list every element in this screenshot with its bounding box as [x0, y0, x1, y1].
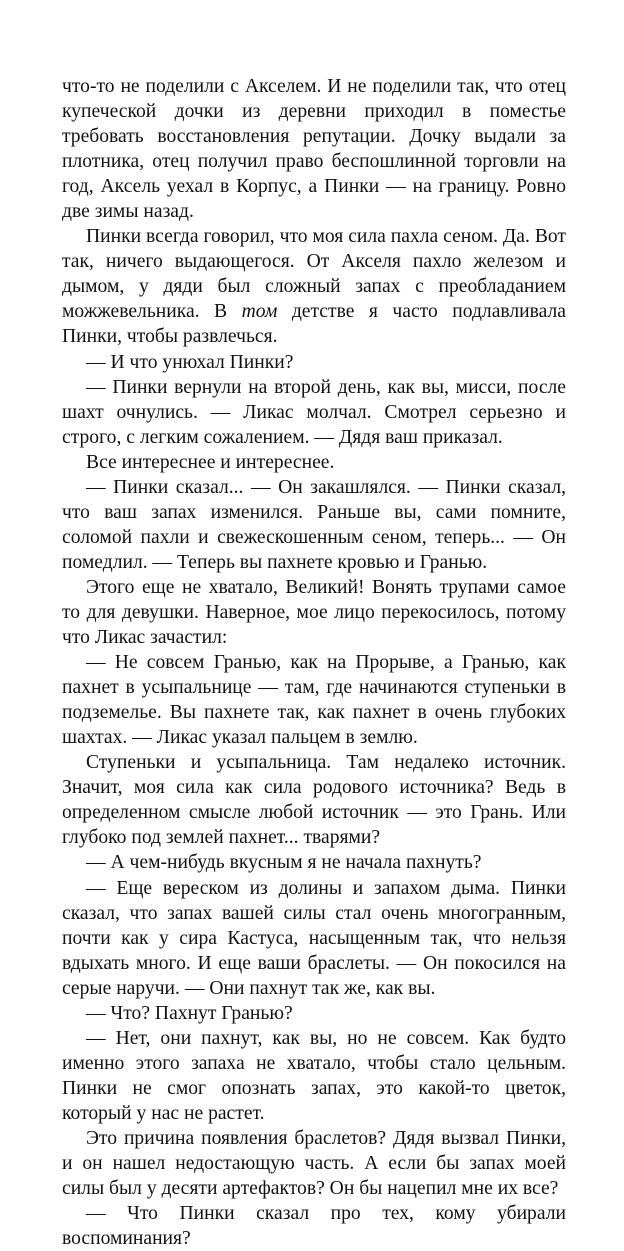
paragraph-text: детстве я часто подлавливала Пинки, чтобы развлечься.	[62, 301, 566, 348]
paragraph: — Нет, они пахнут, как вы, но не совсем. Как будто именно этого запаха не хватало, чтобы стало цельным. Пинки не смог опознать запах, это какой-то цветок, который у нас не растет.	[62, 1027, 566, 1124]
paragraph: — А чем-нибудь вкусным я не начала пахнуть?	[86, 852, 482, 874]
emphasized-word: том	[241, 301, 278, 323]
paragraph: Этого еще не хватало, Великий! Вонять трупами самое то для девушки. Наверное, мое лицо перекосилось, потому что Ликас зачастил:	[62, 576, 566, 649]
paragraph: — Пинки сказал... — Он закашлялся. — Пинки сказал, что ваш запах изменился. Раньше вы, сами помните, соломой пахли и свежескошенным сеном, теперь... — Он помедлил. — Теперь вы пахнете кровью и Гранью.	[62, 476, 566, 573]
paragraph: — И что унюхал Пинки?	[86, 351, 294, 373]
paragraph: Это причина появления браслетов? Дядя вызвал Пинки, и он нашел недостающую часть. А если бы запах моей силы был у десяти артефактов? Он бы нацепил мне их все?	[62, 1127, 566, 1200]
paragraph: что-то не поделили с Акселем. И не поделили так, что отец купеческой дочки из деревни приходил в поместье требовать восстановления репутации. Дочку выдали за плотника, отец получил право беспошлинной торговли на год, Аксель уехал в Корпус, а Пинки — на границу. Ровно две зимы назад.	[62, 76, 566, 223]
paragraph: — Еще вереском из долины и запахом дыма. Пинки сказал, что запах вашей силы стал очень многогранным, почти как у сира Кастуса, насыщенным так, что нельзя вдыхать много. И еще ваши браслеты. — Он покосился на серые наручи. — Они пахнут так же, как вы.	[62, 877, 566, 999]
paragraph: Ступеньки и усыпальница. Там недалеко источник. Значит, моя сила как сила родового источника? Ведь в определенном смысле любой источник — это Грань. Или глубоко под землей пахнет... тварями?	[62, 752, 566, 849]
paragraph	[62, 224, 566, 349]
paragraph: — Не совсем Гранью, как на Прорыве, а Гранью, как пахнет в усыпальнице — там, где начинаются ступеньки в подземелье. Вы пахнете так, как пахнет в очень глубоких шахтах. — Ликас указал пальцем в землю.	[62, 652, 566, 749]
book-page	[62, 74, 566, 1251]
paragraph-text: Пинки всегда говорил, что моя сила пахла сеном. Да. Вот так, ничего выдающегося. От Акселя пахло железом и дымом, у дяди был сложный запах с преобладанием можжевельника. В	[62, 226, 566, 323]
paragraph: — Пинки вернули на второй день, как вы, мисси, после шахт очнулись. — Ликас молчал. Смотрел серьезно и строго, с легким сожалением. — Дядя ваш приказал.	[62, 376, 566, 448]
paragraph: Все интереснее и интереснее.	[86, 451, 335, 473]
paragraph: — Что Пинки сказал про тех, кому убирали воспоминания?	[62, 1203, 566, 1250]
paragraph: — Что? Пахнут Гранью?	[86, 1002, 293, 1024]
